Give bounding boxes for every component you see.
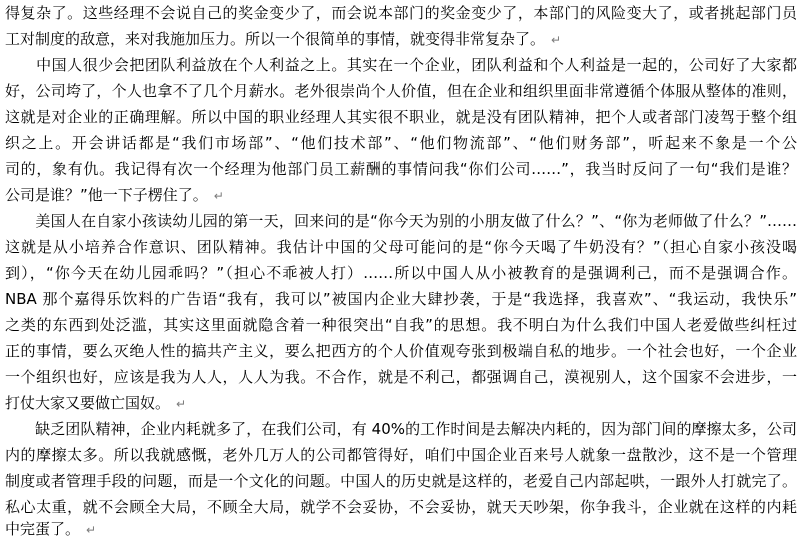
text-line-content: 中完蛋了。 (5, 520, 81, 538)
text-line: 之类的东西到处泛滥，其实这里面就隐含着一种很突出“自我”的思想。我不明白为什么我们中国人老爱做些纠枉过 (5, 316, 797, 334)
text-line (5, 517, 797, 541)
text-line: 一个组织也好，应该是我为人人，人人为我。不合作，就是不利己，都强调自己，漠视别人，这个国家不会进步，一 (5, 368, 797, 386)
text-line: 中国人很少会把团队利益放在个人利益之上。其实在一个企业，团队利益和个人利益是一起的，公司好了大家都 (5, 56, 797, 74)
text-line: 制度或者管理手段的问题，而是一个文化的问题。中国人的历史就是这样的，老爱自己内部起哄，一跟外人打就完了。 (5, 472, 797, 490)
text-line: 缺乏团队精神，企业内耗就多了，在我们公司，有 40%的工作时间是去解决内耗的，因为部门间的摩擦太多，公司 (5, 420, 797, 438)
text-line (5, 183, 797, 207)
text-line: 这就是从小培养合作意识、团队精神。我估计中国的父母可能问的是“你今天喝了牛奶没有？”（担心自家小孩没喝 (5, 238, 797, 256)
text-line-content: 打仗大家又要做亡国奴。 (5, 394, 171, 412)
text-line: 好，公司垮了，个人也拿不了几个月薪水。老外很崇尚个人价值，但在企业和组织里面非常遵循个体服从整体的准则， (5, 82, 797, 100)
text-line: 织之上。开会讲话都是“我们市场部”、“他们技术部”、“他们物流部”、“他们财务部”，听起来不象是一个公 (5, 134, 797, 152)
text-line: 得复杂了。这些经理不会说自己的奖金变少了，而会说本部门的奖金变少了，本部门的风险变大了，或者挑起部门员 (5, 4, 797, 22)
text-line: 私心太重，就不会顾全大局，不顾全大局，就学不会妥协，不会妥协，就天天吵架，你争我斗，企业就在这样的内耗 (5, 498, 797, 516)
paragraph-mark-icon: ↵ (551, 33, 562, 47)
text-line-content: 公司是谁？”他一下子楞住了。 (5, 186, 208, 204)
text-line (5, 27, 797, 51)
text-line (5, 391, 797, 415)
text-line: 美国人在自家小孩读幼儿园的第一天，回来问的是“你今天为别的小朋友做了什么？”、“你为老师做了什么？”…… (5, 212, 797, 230)
text-line-content: 工对制度的敌意，来对我施加压力。所以一个很简单的事情，就变得非常复杂了。 (5, 30, 546, 48)
text-line: 正的事情，要么灭绝人性的搞共产主义，要么把西方的个人价值观夸张到极端自私的地步。一个社会也好，一个企业 (5, 342, 797, 360)
text-line: NBA 那个嘉得乐饮料的广告语“我有，我可以”被国内企业大肆抄袭，于是“我选择，我喜欢”、“我运动，我快乐” (5, 290, 797, 308)
paragraph-mark-icon: ↵ (213, 189, 224, 203)
text-line: 司的，象有仇。我记得有次一个经理为他部门员工薪酬的事情问我“你们公司……”，我当时反问了一句“我们是谁？ (5, 160, 797, 178)
paragraph-mark-icon: ↵ (176, 397, 187, 411)
text-line: 这就是对企业的正确理解。所以中国的职业经理人其实很不职业，就是没有团队精神，把个人或者部门凌驾于整个组 (5, 108, 797, 126)
text-line: 到），“你今天在幼儿园乖吗？”（担心不乖被人打）……所以中国人从小被教育的是强调利己，而不是强调合作。 (5, 264, 797, 282)
text-line: 内的摩擦太多。所以我就感慨，老外几万人的公司都管得好，咱们中国企业百来号人就象一盘散沙，这不是一个管理 (5, 446, 797, 464)
paragraph-mark-icon: ↵ (86, 523, 97, 537)
